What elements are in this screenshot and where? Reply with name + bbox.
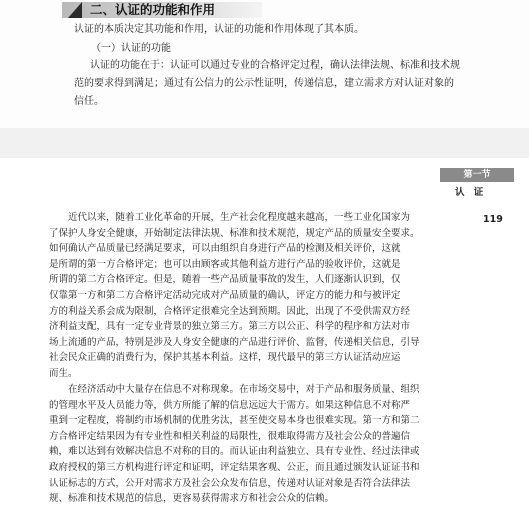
text-line: 社会民众正确的消费行为，保护其基本利益。这样，现代最早的第三方认证活动应运 [49,352,401,364]
text-line: 认证标志的方式，公开对需求方及社会公众发布信息，传递对认证对象是否符合法律法 [49,477,411,489]
text-line: 赖，难以达到有效解决信息不对称的目的。而认证由利益独立、具有专业性、经过法律或 [49,446,420,458]
heading-triangle-marker [68,2,82,18]
text-line: 政府授权的第三方机构进行评定和证明，评定结果客观、公正，而且通过颁发认证证书和 [49,461,420,473]
text-line: 所谓的第二方合格评定。但是，随着一些产品质量事故的发生，人们逐渐认识到，仅 [49,274,401,286]
section-number: 第一节 [463,170,491,180]
text-line: 信任。 [74,96,104,107]
previous-page-fragment [0,0,529,128]
intro-paragraph: 认证的本质决定其功能和作用，认证的功能和作用体现了其本质。 [74,24,364,35]
text-line: 方的利益关系会成为限制，合格评定很难完全达到预期。因此，出现了不受供需双方经 [49,305,411,317]
body-paragraph-2 [49,382,474,507]
text-line: 了保护人身安全健康，开始制定法律法规、标准和技术规范，规定产品的质量安全要求。 [49,227,420,239]
text-line: 范的要求得到满足；通过有公信力的公示性证明，传递信息，建立需求方对认证对象的 [74,78,454,89]
text-line: 场上流通的产品，特别是涉及人身安全健康的产品进行评价、监督，传递相关信息，引导 [49,336,420,348]
body-paragraph-1 [49,210,474,382]
text-line: 济利益支配，具有一定专业背景的独立第三方。第三方以公正、科学的程序和方法对市 [49,321,411,333]
text-line: 的管理水平及人员能力等，供方所能了解的信息远远大于需方。如果这种信息不对称严 [49,399,411,411]
sub-heading: （一）认证的功能 [91,43,171,54]
text-line: 方合格评定结果因为有专业性和相关利益的局限性，很难取得需方及社会公众的普遍信 [49,430,411,442]
text-line: 在经济活动中大量存在信息不对称现象。在市场交易中，对于产品和服务质量、组织 [68,384,420,395]
text-line: 是所谓的第一方合格评定；也可以由顾客或其他利益方进行产品的验收评价，这就是 [49,258,401,270]
text-line: 认证的功能在于：认证可以通过专业的合格评定过程，确认法律法规、标准和技术规 [90,60,460,71]
text-line: 而生。 [49,367,78,379]
section-title: 认 证 [455,187,487,198]
text-line: 近代以来，随着工业化革命的开展，生产社会化程度越来越高，一些工业化国家为 [68,212,411,223]
page-gap [0,128,529,158]
function-paragraph [74,57,504,111]
section-heading: 二、认证的功能和作用 [90,2,216,17]
text-line: 重到一定程度，将制约市场机制的优胜劣汰，甚至使交易本身也很难实现。第一方和第二 [49,415,420,427]
text-line: 仅靠第一方和第二方合格评定活动完成对产品质量的确认，评定方的能力和与被评定 [49,289,401,301]
text-line: 规、标准和技术规范的信息，更容易获得需求方和社会公众的信赖。 [49,493,335,505]
page-number: 119 [483,214,503,225]
text-line: 如何确认产品质量已经满足要求，可以由组织自身进行产品的检测及相关评价，这就 [49,243,401,255]
